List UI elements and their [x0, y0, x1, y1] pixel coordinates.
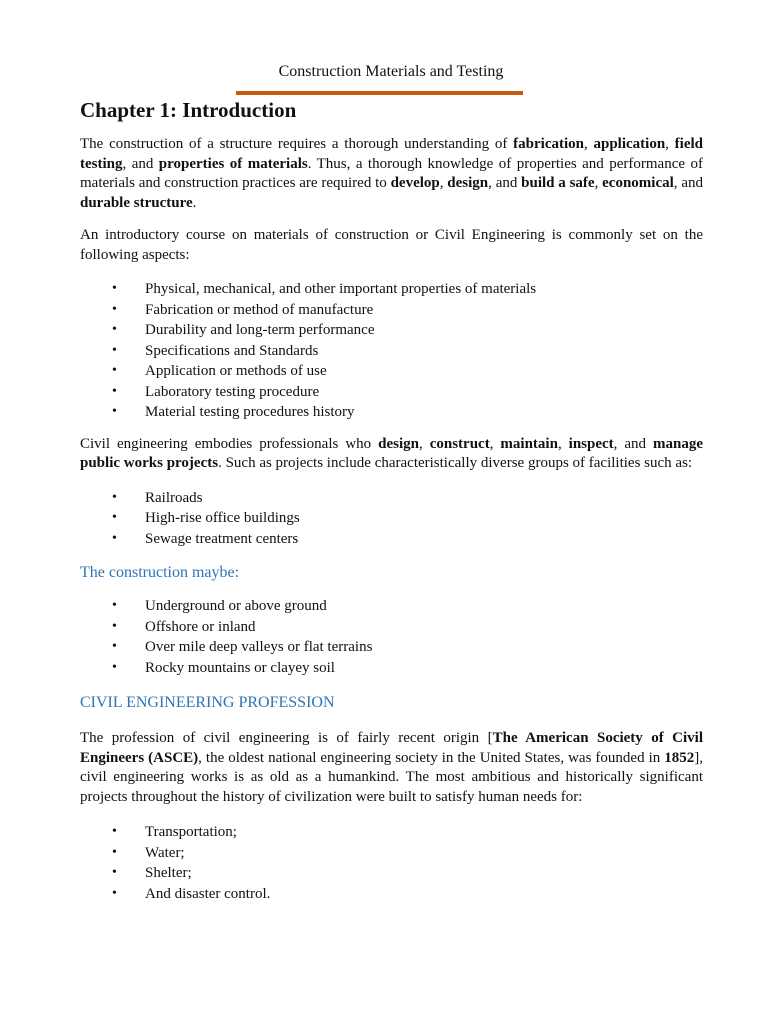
running-header: Construction Materials and Testing — [278, 63, 504, 80]
content — [80, 96, 703, 904]
bullet-icon: • — [112, 639, 117, 654]
bullet-icon: • — [112, 342, 117, 358]
list-item: • Physical, mechanical, and other important properties of materials — [80, 279, 703, 300]
list-item: • Sewage treatment centers — [80, 529, 703, 550]
construction-heading: The construction maybe: — [80, 564, 240, 581]
list-item: • Underground or above ground — [80, 596, 703, 617]
bullet-icon: • — [112, 404, 117, 419]
bullet-icon: • — [112, 281, 117, 296]
profession-heading: CIVIL ENGINEERING PROFESSION — [80, 694, 335, 711]
list-item: • Rocky mountains or clayey soil — [80, 658, 703, 679]
header-rule — [236, 91, 523, 95]
list-item: • Transportation; — [80, 822, 703, 843]
aspects-intro-paragraph: An introductory course on materials of construction or Civil Engineering is commonly set on the following aspects: — [80, 227, 703, 263]
list-item: • Durability and long-term performance — [80, 320, 703, 341]
bullet-icon: • — [112, 322, 117, 337]
list-item: • Fabrication or method of manufacture — [80, 300, 703, 321]
list-item: • Water; — [80, 843, 703, 864]
aspects-list — [80, 279, 703, 423]
list-item: • Laboratory testing procedure — [80, 382, 703, 403]
list-item: • Offshore or inland — [80, 617, 703, 638]
list-item: • Over mile deep valleys or flat terrains — [80, 637, 703, 658]
list-item: • Specifications and Standards — [80, 341, 703, 362]
bullet-icon: • — [112, 865, 117, 880]
bullet-icon: • — [112, 598, 117, 613]
construction-list — [80, 596, 703, 678]
bullet-icon: • — [112, 530, 117, 546]
needs-list — [80, 822, 703, 904]
bullet-icon: • — [112, 363, 117, 378]
bullet-icon: • — [112, 618, 117, 634]
list-item: • High-rise office buildings — [80, 508, 703, 529]
list-item: • Application or methods of use — [80, 361, 703, 382]
list-item: • And disaster control. — [80, 884, 703, 905]
bullet-icon: • — [112, 844, 117, 860]
bullet-icon: • — [112, 659, 117, 675]
profession-paragraph: The profession of civil engineering is of fairly recent origin [The American Society of Civil Engineers (ASCE), the oldest national engineering society in the United States, was founded in 1852], civil engineering works is as old as a humankind. The most ambitious and historically significant projects throughout the history of civilization were built to satisfy human needs for: — [80, 730, 704, 805]
bullet-icon: • — [112, 489, 117, 505]
bullet-icon: • — [112, 510, 117, 525]
civil-engineering-paragraph: Civil engineering embodies professionals who design, construct, maintain, inspect, and manage public works projects. Such as projects include characteristically diverse groups of facilities such as: — [80, 435, 703, 471]
bullet-icon: • — [112, 885, 117, 901]
bullet-icon: • — [112, 383, 117, 399]
bullet-icon: • — [112, 824, 117, 839]
list-item: • Material testing procedures history — [80, 402, 703, 423]
bullet-icon: • — [112, 301, 117, 317]
intro-paragraph: The construction of a structure requires a thorough understanding of fabrication, application, field testing, and properties of materials. Thus, a thorough knowledge of properties and performance of materials and construction practices are required to develop, design, and build a safe, economical, and durable structure. — [80, 136, 704, 211]
list-item: • Railroads — [80, 488, 703, 509]
list-item: • Shelter; — [80, 863, 703, 884]
chapter-title: Chapter 1: Introduction — [80, 98, 297, 122]
facilities-list — [80, 488, 703, 550]
